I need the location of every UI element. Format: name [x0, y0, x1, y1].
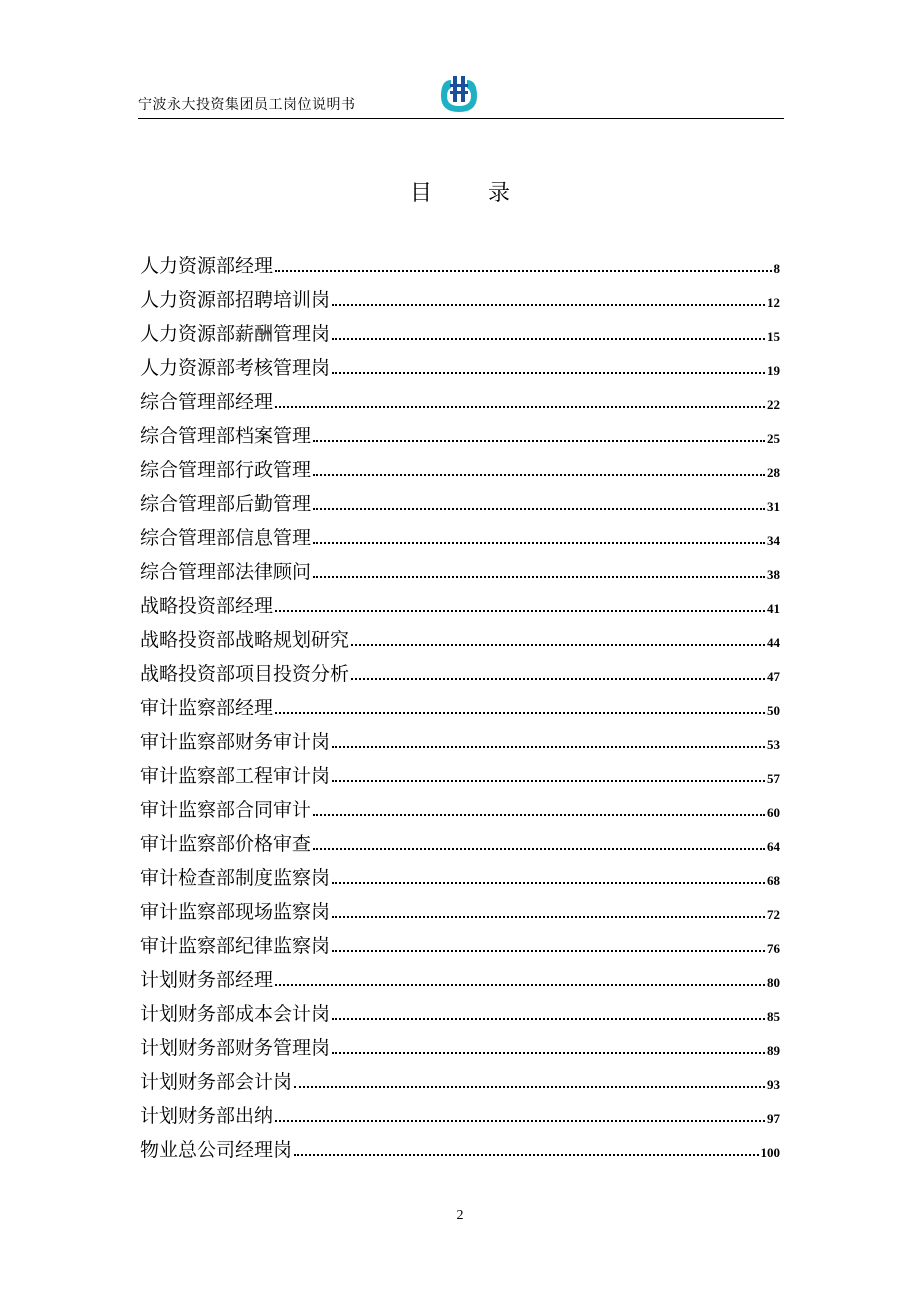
- toc-entry-label: 计划财务部经理: [140, 969, 274, 991]
- toc-entry-label: 审计检查部制度监察岗: [140, 867, 331, 889]
- toc-entry[interactable]: [140, 756, 780, 790]
- toc-entry-label: 审计监察部价格审查: [140, 833, 312, 855]
- company-logo-icon: [437, 74, 481, 114]
- toc-dot-leader: [351, 644, 765, 646]
- toc-entry-page: 25: [767, 431, 780, 446]
- toc-entry-page: 60: [767, 805, 780, 820]
- toc-entry-label: 计划财务部财务管理岗: [140, 1037, 331, 1059]
- toc-entry-label: 计划财务部成本会计岗: [140, 1003, 331, 1025]
- toc-entry-page: 12: [767, 295, 780, 310]
- toc-dot-leader: [313, 440, 765, 442]
- toc-dot-leader: [332, 338, 765, 340]
- toc-entry[interactable]: [140, 1096, 780, 1130]
- toc-entry-label: 审计监察部工程审计岗: [140, 765, 331, 787]
- toc-entry[interactable]: [140, 348, 780, 382]
- toc-entry-label: 计划财务部出纳: [140, 1105, 274, 1127]
- toc-entry[interactable]: [140, 450, 780, 484]
- toc-entry-label: 综合管理部法律顾问: [140, 561, 312, 583]
- toc-entry[interactable]: [140, 620, 780, 654]
- toc-entry-label: 战略投资部经理: [140, 595, 274, 617]
- toc-entry-page: 76: [767, 941, 780, 956]
- toc-entry-label: 综合管理部经理: [140, 391, 274, 413]
- page-number: 2: [456, 1208, 464, 1223]
- toc-dot-leader: [332, 746, 765, 748]
- toc-entry[interactable]: [140, 382, 780, 416]
- toc-entry[interactable]: [140, 314, 780, 348]
- toc-entry-label: 战略投资部战略规划研究: [140, 629, 350, 651]
- toc-entry[interactable]: [140, 824, 780, 858]
- toc-entry-page: 72: [767, 907, 780, 922]
- toc-entry-page: 8: [773, 261, 780, 276]
- toc-dot-leader: [275, 712, 765, 714]
- toc-dot-leader: [313, 508, 765, 510]
- toc-entry-label: 人力资源部经理: [140, 255, 274, 277]
- toc-entry-page: 38: [767, 567, 780, 582]
- toc-dot-leader: [332, 916, 765, 918]
- page-header: [138, 74, 784, 119]
- toc-entry-page: 97: [767, 1111, 780, 1126]
- toc-entry[interactable]: [140, 858, 780, 892]
- toc-entry-label: 综合管理部后勤管理: [140, 493, 312, 515]
- toc-entry-page: 19: [767, 363, 780, 378]
- toc-entry-page: 68: [767, 873, 780, 888]
- toc-entry[interactable]: [140, 586, 780, 620]
- toc-entry[interactable]: [140, 280, 780, 314]
- toc-dot-leader: [351, 678, 765, 680]
- toc-entry[interactable]: [140, 484, 780, 518]
- toc-entry-label: 审计监察部经理: [140, 697, 274, 719]
- toc-entry[interactable]: [140, 246, 780, 280]
- toc-entry-page: 57: [767, 771, 780, 786]
- toc-entry[interactable]: [140, 1028, 780, 1062]
- toc-entry-page: 80: [767, 975, 780, 990]
- toc-dot-leader: [313, 848, 765, 850]
- toc-entry-page: 93: [767, 1077, 780, 1092]
- toc-entry[interactable]: [140, 892, 780, 926]
- toc-entry-page: 15: [767, 329, 780, 344]
- toc-entry-page: 22: [767, 397, 780, 412]
- toc-dot-leader: [275, 984, 765, 986]
- toc-dot-leader: [294, 1086, 765, 1088]
- toc-entry[interactable]: [140, 994, 780, 1028]
- toc-entry-page: 31: [767, 499, 780, 514]
- toc-dot-leader: [275, 270, 771, 272]
- toc-entry-label: 综合管理部信息管理: [140, 527, 312, 549]
- toc-dot-leader: [332, 780, 765, 782]
- toc-entry[interactable]: [140, 960, 780, 994]
- toc-dot-leader: [332, 1052, 765, 1054]
- toc-entry-page: 34: [767, 533, 780, 548]
- toc-dot-leader: [313, 474, 765, 476]
- toc-entry[interactable]: [140, 1130, 780, 1164]
- toc-entry-label: 计划财务部会计岗: [140, 1071, 293, 1093]
- toc-dot-leader: [313, 542, 765, 544]
- toc-entry-page: 100: [760, 1145, 780, 1160]
- table-of-contents: [140, 246, 780, 1164]
- toc-entry-label: 战略投资部项目投资分析: [140, 663, 350, 685]
- toc-dot-leader: [332, 882, 765, 884]
- toc-entry[interactable]: [140, 926, 780, 960]
- toc-entry-page: 50: [767, 703, 780, 718]
- toc-entry-label: 综合管理部行政管理: [140, 459, 312, 481]
- toc-entry[interactable]: [140, 416, 780, 450]
- toc-dot-leader: [332, 372, 765, 374]
- toc-entry-page: 89: [767, 1043, 780, 1058]
- toc-entry-label: 人力资源部招聘培训岗: [140, 289, 331, 311]
- toc-dot-leader: [275, 1120, 765, 1122]
- toc-entry-label: 审计监察部纪律监察岗: [140, 935, 331, 957]
- toc-dot-leader: [332, 304, 765, 306]
- toc-dot-leader: [294, 1154, 758, 1156]
- toc-entry-page: 44: [767, 635, 780, 650]
- toc-entry-page: 41: [767, 601, 780, 616]
- toc-entry-label: 审计监察部现场监察岗: [140, 901, 331, 923]
- toc-entry[interactable]: [140, 722, 780, 756]
- toc-entry-page: 28: [767, 465, 780, 480]
- toc-dot-leader: [275, 610, 765, 612]
- toc-entry[interactable]: [140, 688, 780, 722]
- toc-entry-page: 47: [767, 669, 780, 684]
- toc-entry-label: 物业总公司经理岗: [140, 1139, 293, 1161]
- toc-entry[interactable]: [140, 790, 780, 824]
- header-title: 宁波永大投资集团员工岗位说明书: [138, 97, 356, 113]
- toc-entry[interactable]: [140, 518, 780, 552]
- toc-entry-page: 85: [767, 1009, 780, 1024]
- toc-entry-label: 审计监察部合同审计: [140, 799, 312, 821]
- toc-entry-label: 人力资源部薪酬管理岗: [140, 323, 331, 345]
- toc-entry[interactable]: [140, 1062, 780, 1096]
- toc-entry-label: 人力资源部考核管理岗: [140, 357, 331, 379]
- toc-dot-leader: [332, 950, 765, 952]
- toc-entry-page: 53: [767, 737, 780, 752]
- toc-dot-leader: [275, 406, 765, 408]
- toc-entry[interactable]: [140, 654, 780, 688]
- toc-entry-label: 综合管理部档案管理: [140, 425, 312, 447]
- toc-dot-leader: [313, 576, 765, 578]
- toc-entry-label: 审计监察部财务审计岗: [140, 731, 331, 753]
- toc-title: 目录: [409, 181, 566, 206]
- toc-entry-page: 64: [767, 839, 780, 854]
- toc-dot-leader: [332, 1018, 765, 1020]
- toc-entry[interactable]: [140, 552, 780, 586]
- toc-dot-leader: [313, 814, 765, 816]
